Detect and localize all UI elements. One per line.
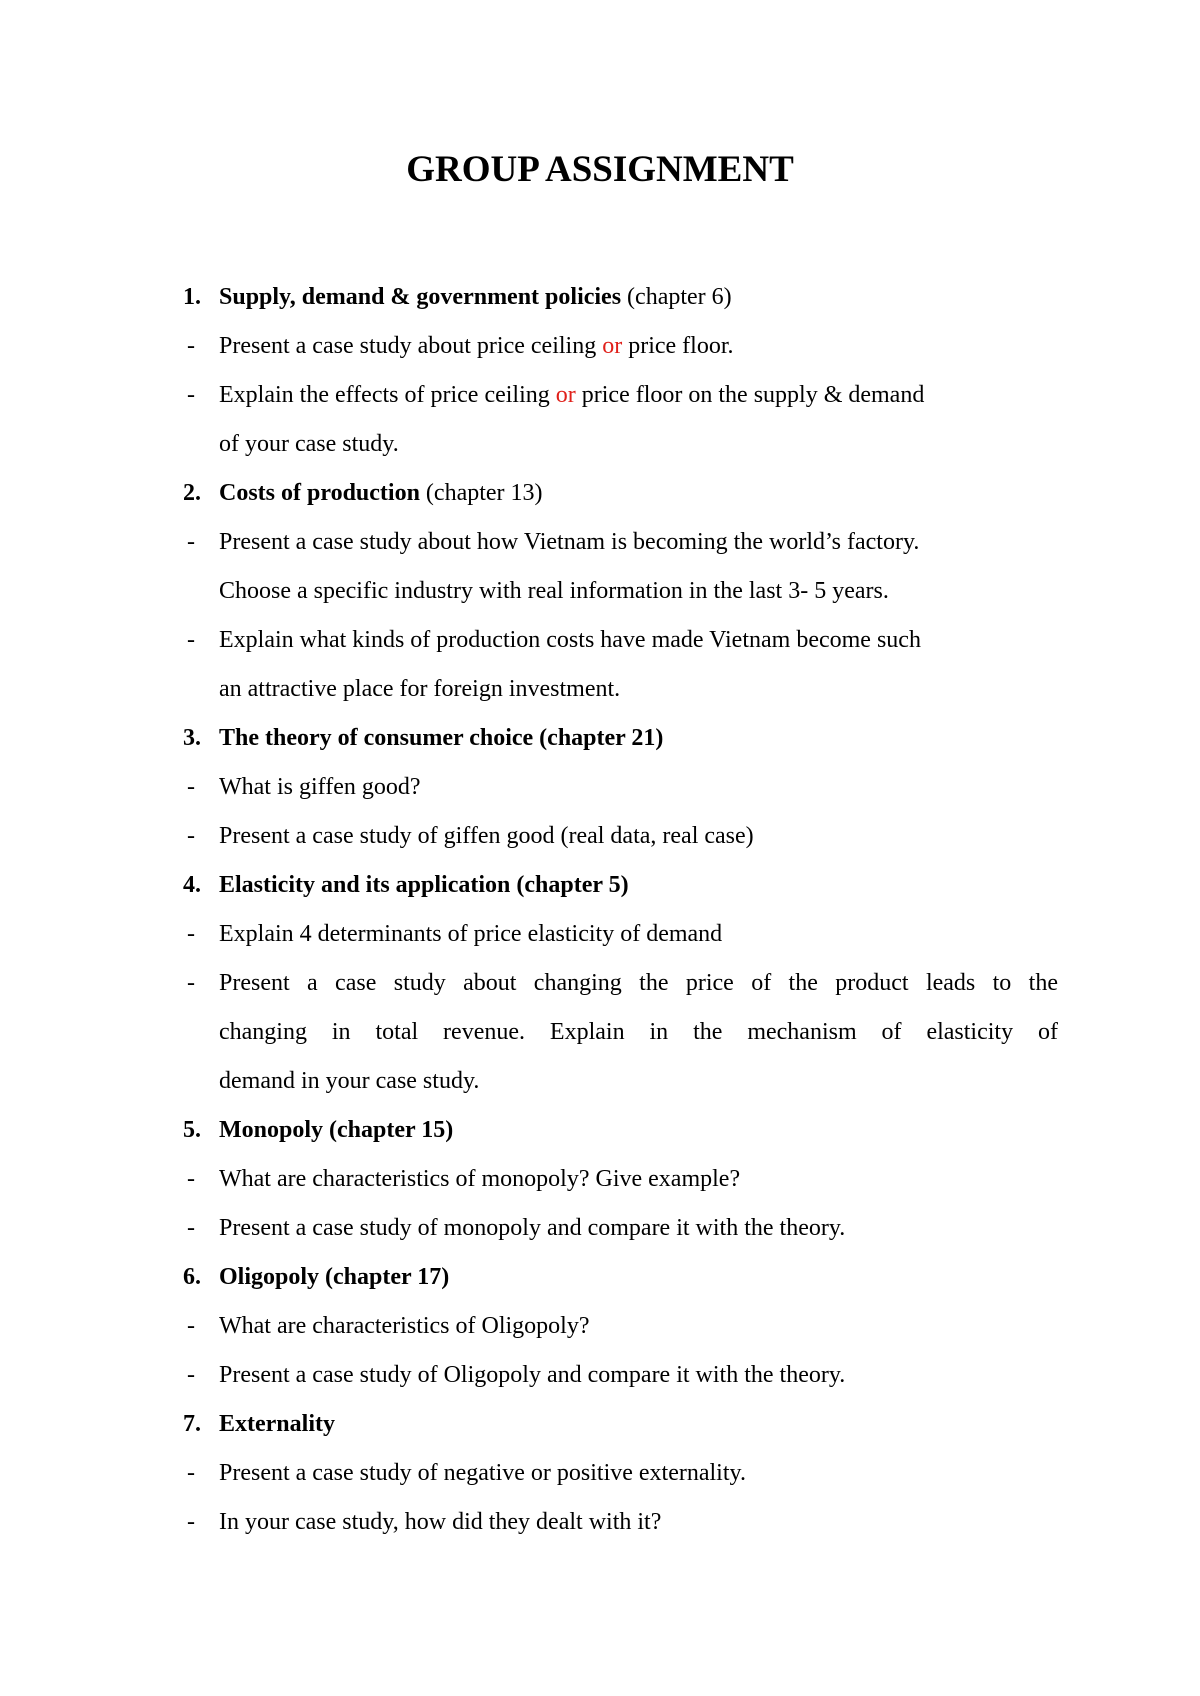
bullet-marker: - xyxy=(187,627,195,653)
bullet-marker: - xyxy=(187,823,195,849)
section-heading xyxy=(0,469,1200,518)
section-title: Costs of production xyxy=(219,480,420,506)
bullet-marker: - xyxy=(187,1460,195,1486)
assignment-list xyxy=(0,273,1200,1547)
bullet-text: price floor on the supply & demand xyxy=(575,382,925,408)
bullet-marker: - xyxy=(187,382,195,408)
bullet-text: What is giffen good? xyxy=(219,774,421,800)
bullet-item xyxy=(0,1302,1200,1351)
bullet-text: Present a case study of monopoly and compare it with the theory. xyxy=(219,1215,846,1241)
bullet-continuation xyxy=(0,420,1200,469)
bullet-text: What are characteristics of Oligopoly? xyxy=(219,1313,590,1339)
section-number: 4. xyxy=(183,872,201,898)
bullet-continuation xyxy=(0,567,1200,616)
bullet-text: price floor. xyxy=(622,333,734,359)
bullet-text: an attractive place for foreign investment. xyxy=(219,676,621,702)
bullet-text: In your case study, how did they dealt with it? xyxy=(219,1509,662,1535)
bullet-marker: - xyxy=(187,774,195,800)
highlight-text: or xyxy=(602,333,623,359)
bullet-text: What are characteristics of monopoly? Give example? xyxy=(219,1166,741,1192)
section-title: Monopoly xyxy=(219,1117,324,1143)
bullet-item xyxy=(0,1449,1200,1498)
document-title: GROUP ASSIGNMENT xyxy=(406,149,794,190)
section-number: 2. xyxy=(183,480,201,506)
bullet-continuation xyxy=(0,1057,1200,1106)
bullet-text: Present a case study of negative or positive externality. xyxy=(219,1460,746,1486)
bullet-text: demand in your case study. xyxy=(219,1068,480,1094)
section-chapter: (chapter 15) xyxy=(329,1117,454,1143)
bullet-marker: - xyxy=(187,1313,195,1339)
section-number: 6. xyxy=(183,1264,201,1290)
section-title: Supply, demand & government policies xyxy=(219,284,622,310)
section-heading xyxy=(0,1106,1200,1155)
section-chapter: (chapter 13) xyxy=(425,480,543,506)
bullet-item xyxy=(0,322,1200,371)
bullet-text: changing in total revenue. Explain in the mechanism of elasticity of xyxy=(219,1019,1058,1045)
bullet-text: Explain the effects of price ceiling xyxy=(219,382,556,408)
bullet-item xyxy=(0,616,1200,665)
bullet-item xyxy=(0,1351,1200,1400)
section-number: 3. xyxy=(183,725,201,751)
bullet-item xyxy=(0,371,1200,420)
bullet-item xyxy=(0,763,1200,812)
section-heading xyxy=(0,273,1200,322)
bullet-item xyxy=(0,910,1200,959)
section-chapter: (chapter 21) xyxy=(539,725,664,751)
section-heading xyxy=(0,1400,1200,1449)
section-title: The theory of consumer choice xyxy=(219,725,534,751)
bullet-text: Choose a specific industry with real information in the last 3- 5 years. xyxy=(219,578,889,604)
bullet-marker: - xyxy=(187,1509,195,1535)
section-number: 5. xyxy=(183,1117,201,1143)
section-chapter: (chapter 6) xyxy=(627,284,732,310)
bullet-continuation xyxy=(0,1008,1200,1057)
bullet-marker: - xyxy=(187,1215,195,1241)
section-title: Externality xyxy=(219,1411,335,1437)
bullet-item xyxy=(0,1204,1200,1253)
bullet-item xyxy=(0,812,1200,861)
bullet-marker: - xyxy=(187,333,195,359)
section-number: 1. xyxy=(183,284,201,310)
bullet-marker: - xyxy=(187,970,195,996)
bullet-text: Present a case study of giffen good (real data, real case) xyxy=(219,823,754,849)
bullet-text: of your case study. xyxy=(219,431,399,457)
highlight-text: or xyxy=(555,382,576,408)
bullet-marker: - xyxy=(187,529,195,555)
bullet-item xyxy=(0,518,1200,567)
bullet-text: Present a case study of Oligopoly and compare it with the theory. xyxy=(219,1362,846,1388)
section-heading xyxy=(0,861,1200,910)
bullet-item xyxy=(0,1498,1200,1547)
bullet-marker: - xyxy=(187,1362,195,1388)
bullet-text: Present a case study about price ceiling xyxy=(219,333,603,359)
section-title: Elasticity and its application xyxy=(219,872,511,898)
section-chapter: (chapter 5) xyxy=(516,872,629,898)
bullet-text: Explain 4 determinants of price elasticity of demand xyxy=(219,921,723,947)
bullet-text: Present a case study about how Vietnam is becoming the world’s factory. xyxy=(219,529,920,555)
bullet-item xyxy=(0,959,1200,1008)
bullet-item xyxy=(0,1155,1200,1204)
bullet-marker: - xyxy=(187,1166,195,1192)
section-heading xyxy=(0,714,1200,763)
bullet-text: Present a case study about changing the price of the product leads to the xyxy=(219,970,1058,996)
bullet-marker: - xyxy=(187,921,195,947)
section-number: 7. xyxy=(183,1411,201,1437)
section-title: Oligopoly xyxy=(219,1264,320,1290)
section-heading xyxy=(0,1253,1200,1302)
bullet-text: Explain what kinds of production costs have made Vietnam become such xyxy=(219,627,921,653)
bullet-continuation xyxy=(0,665,1200,714)
section-chapter: (chapter 17) xyxy=(325,1264,450,1290)
